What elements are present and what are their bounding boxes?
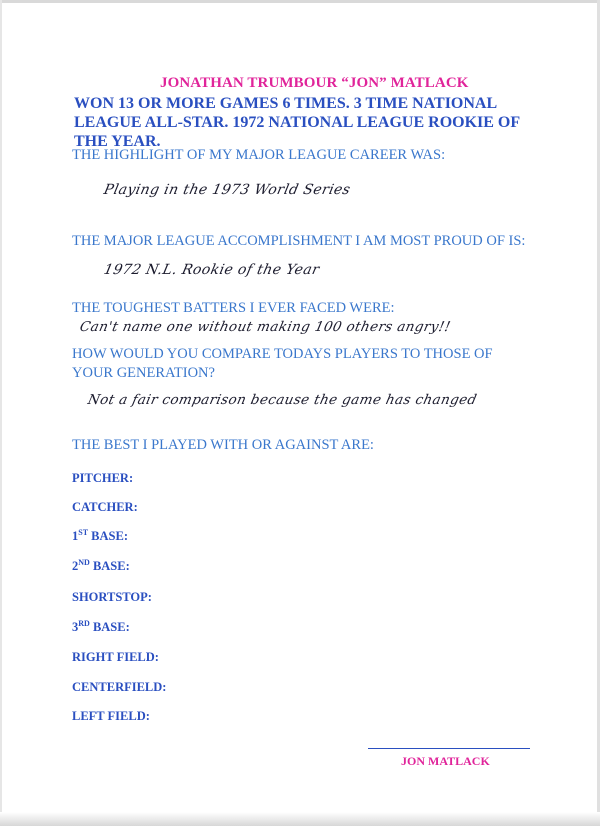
answer-toughest: Can't name one without making 100 others angry!! [78,319,453,335]
position-centerfield: CENTERFIELD: [72,680,167,694]
player-accolades: WON 13 OR MORE GAMES 6 TIMES. 3 TIME NATIONAL LEAGUE ALL-STAR. 1972 NATIONAL LEAGUE ROOKIE OF THE YEAR. [74,95,520,150]
question-toughest: THE TOUGHEST BATTERS I EVER FACED WERE: [72,300,395,316]
scan-edge-top [0,0,600,3]
first-base-label: BASE: [88,529,128,544]
answer-accomplishment: 1972 N.L. Rookie of the Year [102,262,321,278]
question-highlight: THE HIGHLIGHT OF MY MAJOR LEAGUE CAREER WAS: [72,147,446,163]
scan-edge-bottom [0,812,600,826]
first-base-ordinal: ST [78,528,89,537]
second-base-ordinal: ND [78,558,90,567]
scan-edge-left [0,0,2,826]
second-base-number: 2 [72,559,79,574]
position-first-base [72,528,128,544]
position-third-base [72,619,130,635]
question-accomplishment: THE MAJOR LEAGUE ACCOMPLISHMENT I AM MOST PROUD OF IS: [72,233,526,249]
position-catcher: CATCHER: [72,500,138,514]
answer-highlight: Playing in the 1973 World Series [102,182,352,198]
second-base-label: BASE: [89,559,130,574]
question-compare-line2: YOUR GENERATION? [72,365,215,381]
position-second-base [72,558,130,574]
position-right-field: RIGHT FIELD: [72,650,159,664]
question-best: THE BEST I PLAYED WITH OR AGAINST ARE: [72,437,374,453]
third-base-ordinal: RD [78,619,90,628]
player-name: JONATHAN TRUMBOUR “JON” MATLACK [160,75,469,91]
third-base-number: 3 [72,620,79,635]
third-base-label: BASE: [89,620,130,635]
signature-line [368,748,530,749]
question-compare-line1: HOW WOULD YOU COMPARE TODAYS PLAYERS TO THOSE OF [72,346,493,362]
first-base-number: 1 [72,529,79,544]
answer-compare: Not a fair comparison because the game has changed [86,392,479,408]
position-shortstop: SHORTSTOP: [72,590,152,604]
position-left-field: LEFT FIELD: [72,709,150,723]
position-pitcher: PITCHER: [72,471,134,485]
signature-name: JON MATLACK [401,754,490,768]
